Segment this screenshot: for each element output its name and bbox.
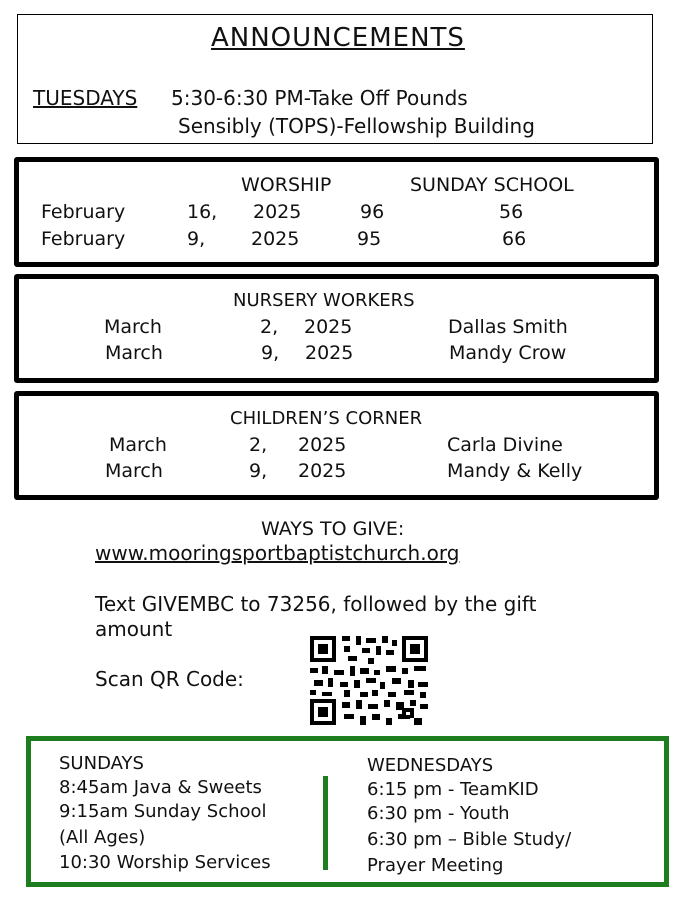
attendance-year: 2025 <box>251 228 300 250</box>
schedule-divider <box>323 776 328 870</box>
childrens-day: 9, <box>249 460 268 482</box>
sunday-item: 8:45am Java & Sweets <box>59 777 262 798</box>
sunday-school-count: 56 <box>499 201 524 223</box>
text-to-give-line1: Text GIVEMBC to 73256, followed by the gift <box>95 592 537 616</box>
wednesday-item: 6:30 pm - Youth <box>367 803 510 824</box>
announcements-title: ANNOUNCEMENTS <box>211 23 465 53</box>
nursery-title: NURSERY WORKERS <box>233 290 415 311</box>
childrens-month: March <box>105 460 163 482</box>
childrens-month: March <box>109 434 167 456</box>
nursery-month: March <box>105 342 163 364</box>
tuesdays-label: TUESDAYS <box>33 86 138 110</box>
childrens-day: 2, <box>249 434 268 456</box>
wednesday-item: Prayer Meeting <box>367 855 504 876</box>
sunday-school-count: 66 <box>502 228 527 250</box>
nursery-worker: Dallas Smith <box>448 316 568 338</box>
attendance-month: February <box>41 201 126 223</box>
childrens-year: 2025 <box>298 434 347 456</box>
sundays-title: SUNDAYS <box>59 753 144 774</box>
nursery-day: 9, <box>261 342 280 364</box>
text-to-give-line2: amount <box>95 617 173 641</box>
childrens-volunteer: Mandy & Kelly <box>447 460 583 482</box>
attendance-day: 16, <box>187 201 218 223</box>
attendance-year: 2025 <box>253 201 302 223</box>
nursery-year: 2025 <box>304 316 353 338</box>
nursery-year: 2025 <box>305 342 354 364</box>
tops-location: Sensibly (TOPS)-Fellowship Building <box>178 114 535 138</box>
qr-label: Scan QR Code: <box>95 667 244 691</box>
ways-to-give-title: WAYS TO GIVE: <box>261 518 405 540</box>
worship-count: 95 <box>357 228 382 250</box>
wednesday-item: 6:30 pm – Bible Study/ <box>367 829 572 850</box>
qr-code-icon[interactable] <box>308 634 430 727</box>
sunday-item: (All Ages) <box>59 827 146 848</box>
nursery-day: 2, <box>260 316 279 338</box>
attendance-month: February <box>41 228 126 250</box>
sunday-item: 9:15am Sunday School <box>59 801 267 822</box>
nursery-worker: Mandy Crow <box>449 342 567 364</box>
childrens-corner-title: CHILDREN’S CORNER <box>230 408 423 429</box>
worship-header: WORSHIP <box>241 174 332 196</box>
childrens-year: 2025 <box>298 460 347 482</box>
wednesday-item: 6:15 pm - TeamKID <box>367 779 539 800</box>
tops-time: 5:30-6:30 PM-Take Off Pounds <box>171 86 468 110</box>
attendance-day: 9, <box>187 228 206 250</box>
church-website-link[interactable]: www.mooringsportbaptistchurch.org <box>95 541 460 565</box>
childrens-volunteer: Carla Divine <box>447 434 563 456</box>
nursery-month: March <box>104 316 162 338</box>
worship-count: 96 <box>360 201 385 223</box>
sunday-item: 10:30 Worship Services <box>59 852 271 873</box>
wednesdays-title: WEDNESDAYS <box>367 755 494 776</box>
sunday-school-header: SUNDAY SCHOOL <box>410 174 574 196</box>
